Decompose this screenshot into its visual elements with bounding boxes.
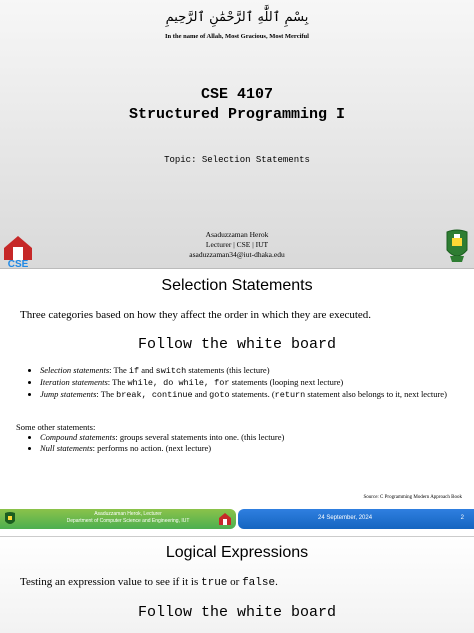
footer-author: Asaduzzaman Herok, Lecturer Department of Computer Science and Engineering, IUT <box>66 511 190 524</box>
board-note: Follow the white board <box>137 604 337 621</box>
author-block <box>0 230 474 260</box>
list-item: • Compound statements: groups several statements into one. (this lecture) <box>40 432 474 443</box>
selection-statements-slide <box>0 268 474 533</box>
iut-logo-icon <box>444 228 470 264</box>
course-title <box>0 85 474 125</box>
slide-title: Selection Statements <box>161 277 313 294</box>
course-name: Structured Programming I <box>128 106 346 123</box>
motto-text: In the name of Allah, Most Gracious, Most Merciful <box>165 33 309 40</box>
board-note: Follow the white board <box>137 336 337 353</box>
course-code: CSE 4107 <box>200 86 273 103</box>
statement-categories-list <box>20 365 474 401</box>
list-item: • Jump statements: The break, continue and goto statements. (return statement also belongs to it, next lecture) <box>40 389 474 401</box>
bismillah-text: بِسْمِ ٱللَّٰهِ ٱلرَّحْمَٰنِ ٱلرَّحِيمِ <box>165 10 309 25</box>
source-note: Source: C Programming Modern Approach Book <box>363 495 462 500</box>
footer-left-band <box>0 509 236 529</box>
footer-date: 24 September, 2024 <box>318 515 373 521</box>
other-statements-list <box>20 432 474 454</box>
title-slide <box>0 0 474 268</box>
cse-logo-icon <box>218 512 232 526</box>
author-email: asaduzzaman34@iut-dhaka.edu <box>189 250 285 259</box>
other-statements-label: Some other statements: <box>16 422 96 432</box>
list-item: • Iteration statements: The while, do while, for statements (looping next lecture) <box>40 377 474 389</box>
iut-logo-icon <box>4 511 16 527</box>
slide-footer <box>0 509 474 529</box>
author-role: Lecturer | CSE | IUT <box>205 240 269 249</box>
logical-expressions-slide <box>0 536 474 633</box>
cse-logo-icon <box>2 234 34 268</box>
list-item: • Selection statements: The if and switch statements (this lecture) <box>40 365 474 377</box>
intro-text: Testing an expression value to see if it is true or false. <box>20 576 278 589</box>
cse-logo-text: CSE <box>7 259 29 268</box>
slide-title: Logical Expressions <box>165 544 309 561</box>
list-item: • Null statements: performs no action. (next lecture) <box>40 443 474 454</box>
intro-text: Three categories based on how they affect the order in which they are executed. <box>20 309 372 321</box>
page-number: 2 <box>460 515 464 521</box>
topic-line: Topic: Selection Statements <box>164 155 310 165</box>
author-name: Asaduzzaman Herok <box>205 230 269 239</box>
footer-right-band <box>238 509 474 529</box>
